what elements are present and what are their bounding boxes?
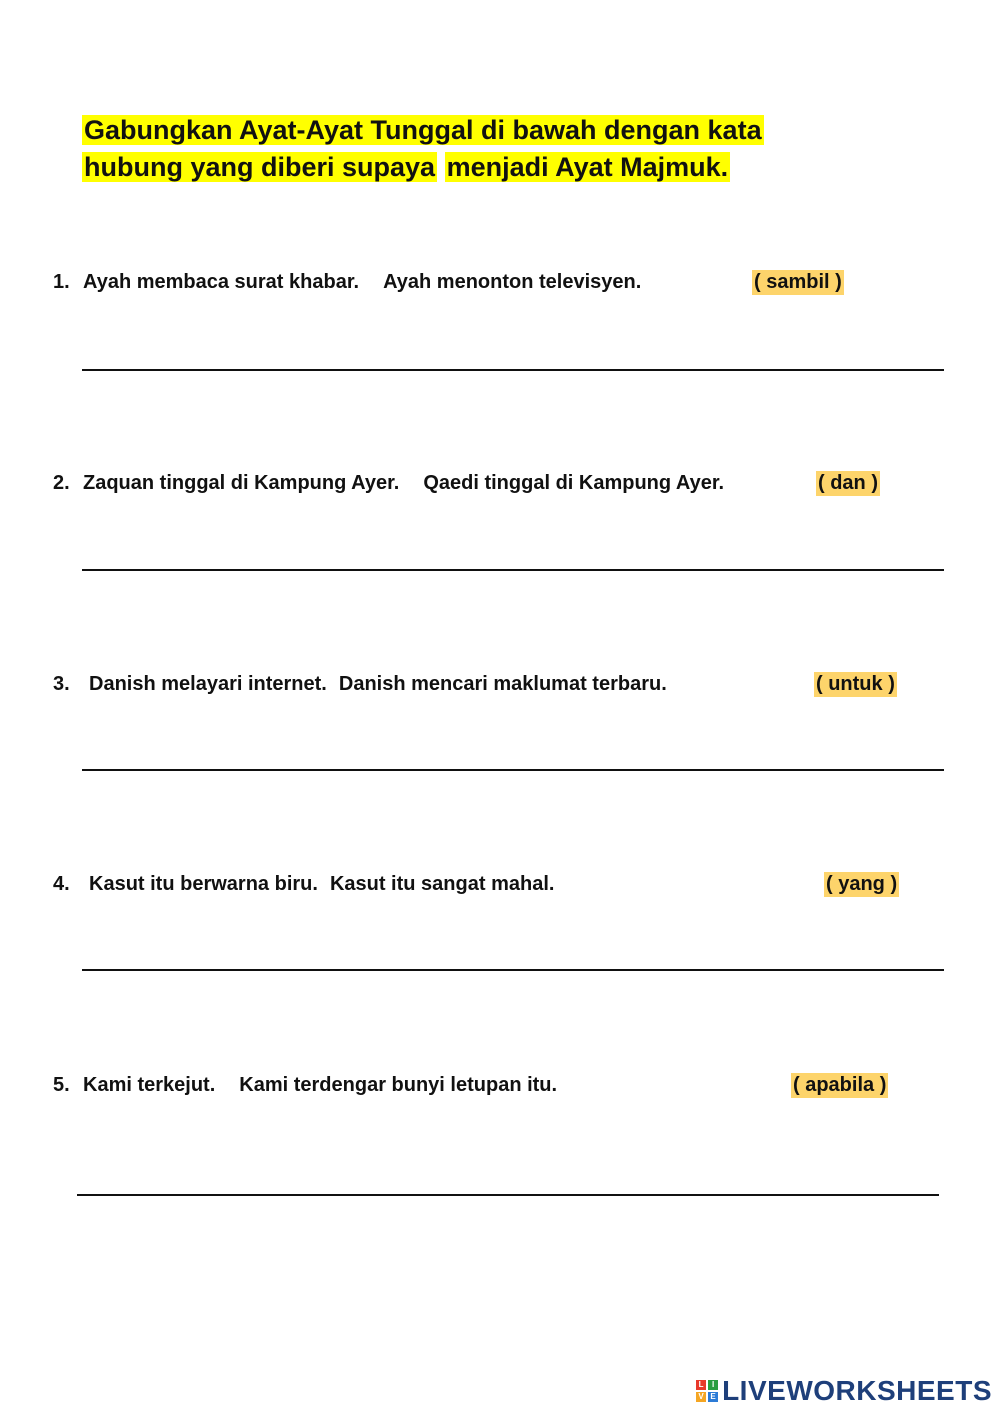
sentence-2: Qaedi tinggal di Kampung Ayer.: [423, 472, 725, 494]
instruction-line2a: hubung yang diberi supaya: [84, 152, 436, 182]
logo-mark-icon: [696, 1380, 718, 1402]
conjunction-hint: ( yang ): [826, 873, 898, 895]
question-1: [53, 271, 641, 294]
sentence-1: Danish melayari internet.: [89, 673, 327, 695]
question-number: 2.: [53, 472, 70, 494]
question-5: [53, 1074, 557, 1097]
answer-line-5[interactable]: [77, 1194, 939, 1196]
sentence-1: Ayah membaca surat khabar.: [83, 271, 360, 293]
logo-mark-letter: L: [696, 1380, 706, 1390]
sentence-2: Kasut itu sangat mahal.: [329, 873, 555, 895]
sentence-2: Ayah menonton televisyen.: [383, 271, 642, 293]
answer-line-2[interactable]: [82, 569, 944, 571]
sentence-2: Danish mencari maklumat terbaru.: [338, 673, 667, 695]
conjunction-hint: ( sambil ): [754, 271, 842, 293]
conjunction-hint: ( dan ): [818, 472, 878, 494]
logo-mark-letter: E: [708, 1392, 718, 1402]
question-number: 4.: [53, 873, 70, 895]
logo-mark-letter: I: [708, 1380, 718, 1390]
question-2: [53, 472, 724, 495]
question-number: 3.: [53, 673, 70, 695]
liveworksheets-logo[interactable]: [696, 1375, 992, 1407]
sentence-1: Zaquan tinggal di Kampung Ayer.: [83, 472, 400, 494]
conjunction-hint: ( apabila ): [793, 1074, 887, 1096]
sentence-1: Kami terkejut.: [83, 1074, 216, 1096]
answer-line-4[interactable]: [82, 969, 944, 971]
conjunction-hint: ( untuk ): [816, 673, 895, 695]
logo-text: LIVEWORKSHEETS: [722, 1375, 992, 1406]
question-3: [53, 673, 667, 696]
logo-mark-letter: V: [696, 1392, 706, 1402]
sentence-2: Kami terdengar bunyi letupan itu.: [239, 1074, 558, 1096]
sentence-1: Kasut itu berwarna biru.: [89, 873, 318, 895]
question-4: [53, 873, 554, 896]
instruction-line2b: menjadi Ayat Majmuk.: [446, 152, 729, 182]
answer-line-1[interactable]: [82, 369, 944, 371]
instruction-line1: Gabungkan Ayat-Ayat Tunggal di bawah dengan kata: [84, 115, 762, 145]
answer-line-3[interactable]: [82, 769, 944, 771]
question-number: 1.: [53, 271, 70, 293]
question-number: 5.: [53, 1074, 70, 1096]
instruction-title: [82, 112, 882, 186]
